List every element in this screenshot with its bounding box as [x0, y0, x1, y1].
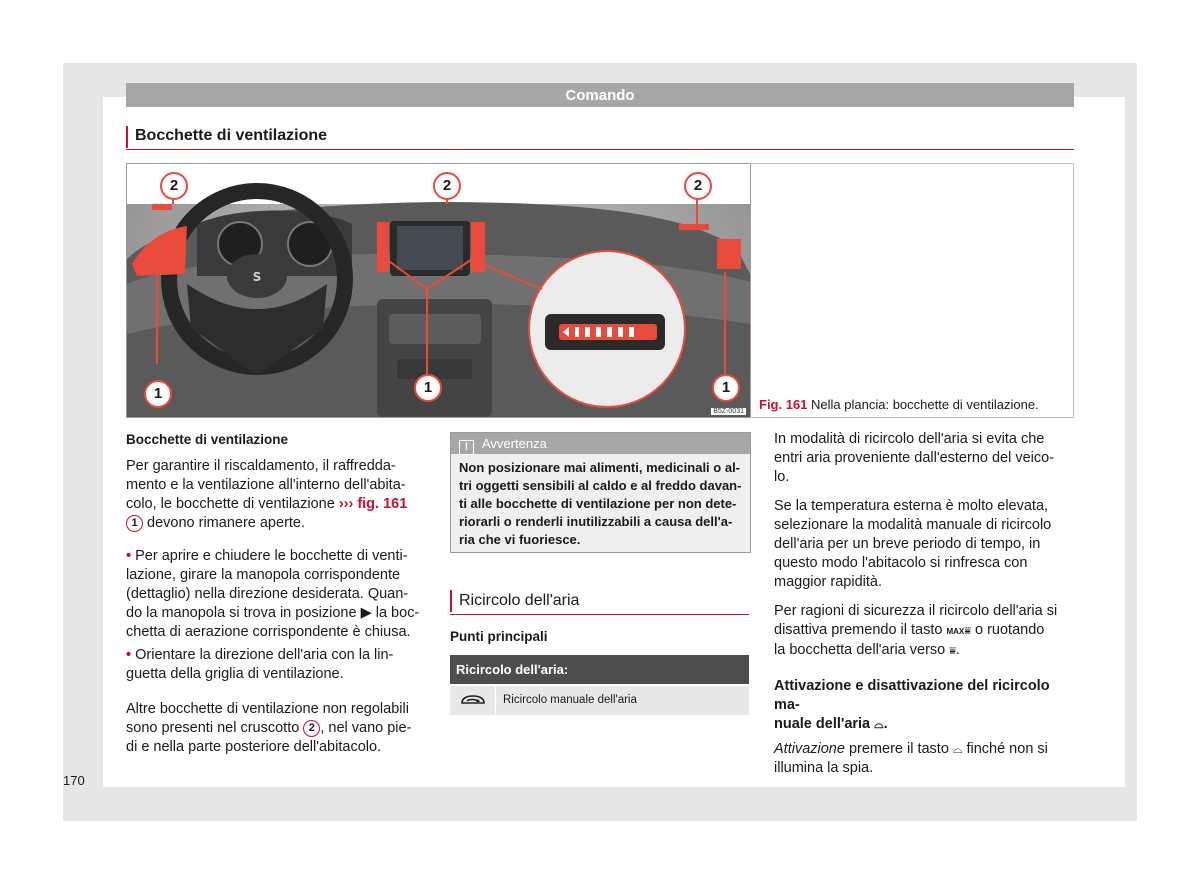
right-paragraph-2: Se la temperatura esterna è molto elevata, selezionare la modalità manuale di ricircolo dell'aria per un breve periodo di tempo, in questo modo l'abitacolo si rinfresca con maggior rapidità. [774, 498, 1052, 590]
figure-caption [759, 397, 1039, 412]
recirc-subheading: Punti principali [450, 629, 548, 644]
recirculation-icon: ⌓ [874, 717, 884, 731]
section-title [126, 125, 1074, 150]
dashboard-figure [126, 163, 751, 418]
defrost-icon: ⩸ [949, 645, 956, 657]
section-title-text: Bocchette di ventilazione [135, 127, 328, 144]
right-paragraph-3: Per ragioni di sicurezza il ricircolo dell'aria si disattiva premendo il tasto MAX⩸ o ruotando la bocchetta dell'aria verso ⩸. [774, 603, 1058, 658]
callout-1-center: 1 [414, 374, 442, 402]
right-column [774, 430, 1074, 788]
callout-2-right: 2 [684, 172, 712, 200]
recirc-title-text: Ricircolo dell'aria [459, 592, 580, 609]
right-paragraph-4: Attivazione premere il tasto ⌓ finché non si illumina la spia. [774, 741, 1048, 776]
table-header: Ricircolo dell'aria: [450, 655, 749, 684]
callout-ref-2: 2 [303, 720, 320, 737]
recirculation-icon [450, 686, 496, 715]
right-heading: Attivazione e disattivazione del ricircolo ma- nuale dell'aria ⌓. [774, 678, 1050, 732]
warning-box [450, 432, 751, 553]
left-paragraph-1: Per garantire il riscaldamento, il raffredda- mento e la ventilazione all'interno dell'abita- colo, le bocchette di ventilazione ››› fig. 161 1 devono rimanere aperte. [126, 458, 408, 531]
bullet-dot: • [126, 548, 132, 564]
recirc-section-title [450, 590, 749, 615]
right-paragraph-1: In modalità di ricircolo dell'aria si evita che entri aria proveniente dall'esterno del veico- lo. [774, 431, 1055, 485]
bullet-dot: • [126, 647, 132, 663]
callout-2-center: 2 [433, 172, 461, 200]
svg-text:S: S [252, 270, 262, 284]
max-label: MAX [946, 627, 965, 636]
chapter-header: Comando [126, 83, 1074, 107]
page-number: 170 [63, 773, 85, 788]
warning-header [451, 433, 750, 454]
left-column [126, 430, 426, 767]
warning-text: Non posizionare mai alimenti, medicinali o al- tri oggetti sensibili al caldo e al freddo davan- ti alle bocchette di ventilazione per non dete- riorarli o renderli inutilizzabili a causa dell'a- ria che vi fuoriesce. [459, 460, 742, 547]
callout-1-right: 1 [712, 374, 740, 402]
figure-caption-label: Fig. 161 [759, 397, 808, 412]
figure-link[interactable]: ››› fig. 161 [338, 496, 408, 512]
recirc-table [450, 655, 749, 715]
defrost-icon: ⩸ [964, 625, 971, 637]
left-paragraph-2: Altre bocchette di ventilazione non regolabili sono presenti nel cruscotto 2 , nel vano pie- di e nella parte posteriore dell'abitacolo. [126, 701, 412, 755]
warning-icon: ! [459, 440, 474, 455]
callout-2-left: 2 [160, 172, 188, 200]
callout-1-left: 1 [144, 380, 172, 408]
recirculation-icon: ⌓ [952, 742, 963, 756]
warning-title: Avvertenza [482, 436, 547, 451]
figure-caption-text: Nella plancia: bocchette di ventilazione. [807, 397, 1039, 412]
figure-code: B5Z-0031 [713, 408, 744, 415]
left-bullet-1: • Per aprire e chiudere le bocchette di venti- lazione, girare la manopola corrispondente (dettaglio) nella direzione desiderata. Quan- do la manopola si trova in posizione ▶ la boc- chetta di aerazione corrispondente è chiusa. [126, 548, 420, 640]
caption-box [750, 163, 1074, 418]
table-cell: Ricircolo manuale dell'aria [503, 694, 637, 706]
table-row [450, 686, 749, 715]
triangle-right-icon: ▶ [360, 605, 372, 621]
callout-ref-1: 1 [126, 515, 143, 532]
left-heading: Bocchette di ventilazione [126, 432, 289, 447]
left-bullet-2: • Orientare la direzione dell'aria con la lin- guetta della griglia di ventilazione. [126, 647, 394, 682]
